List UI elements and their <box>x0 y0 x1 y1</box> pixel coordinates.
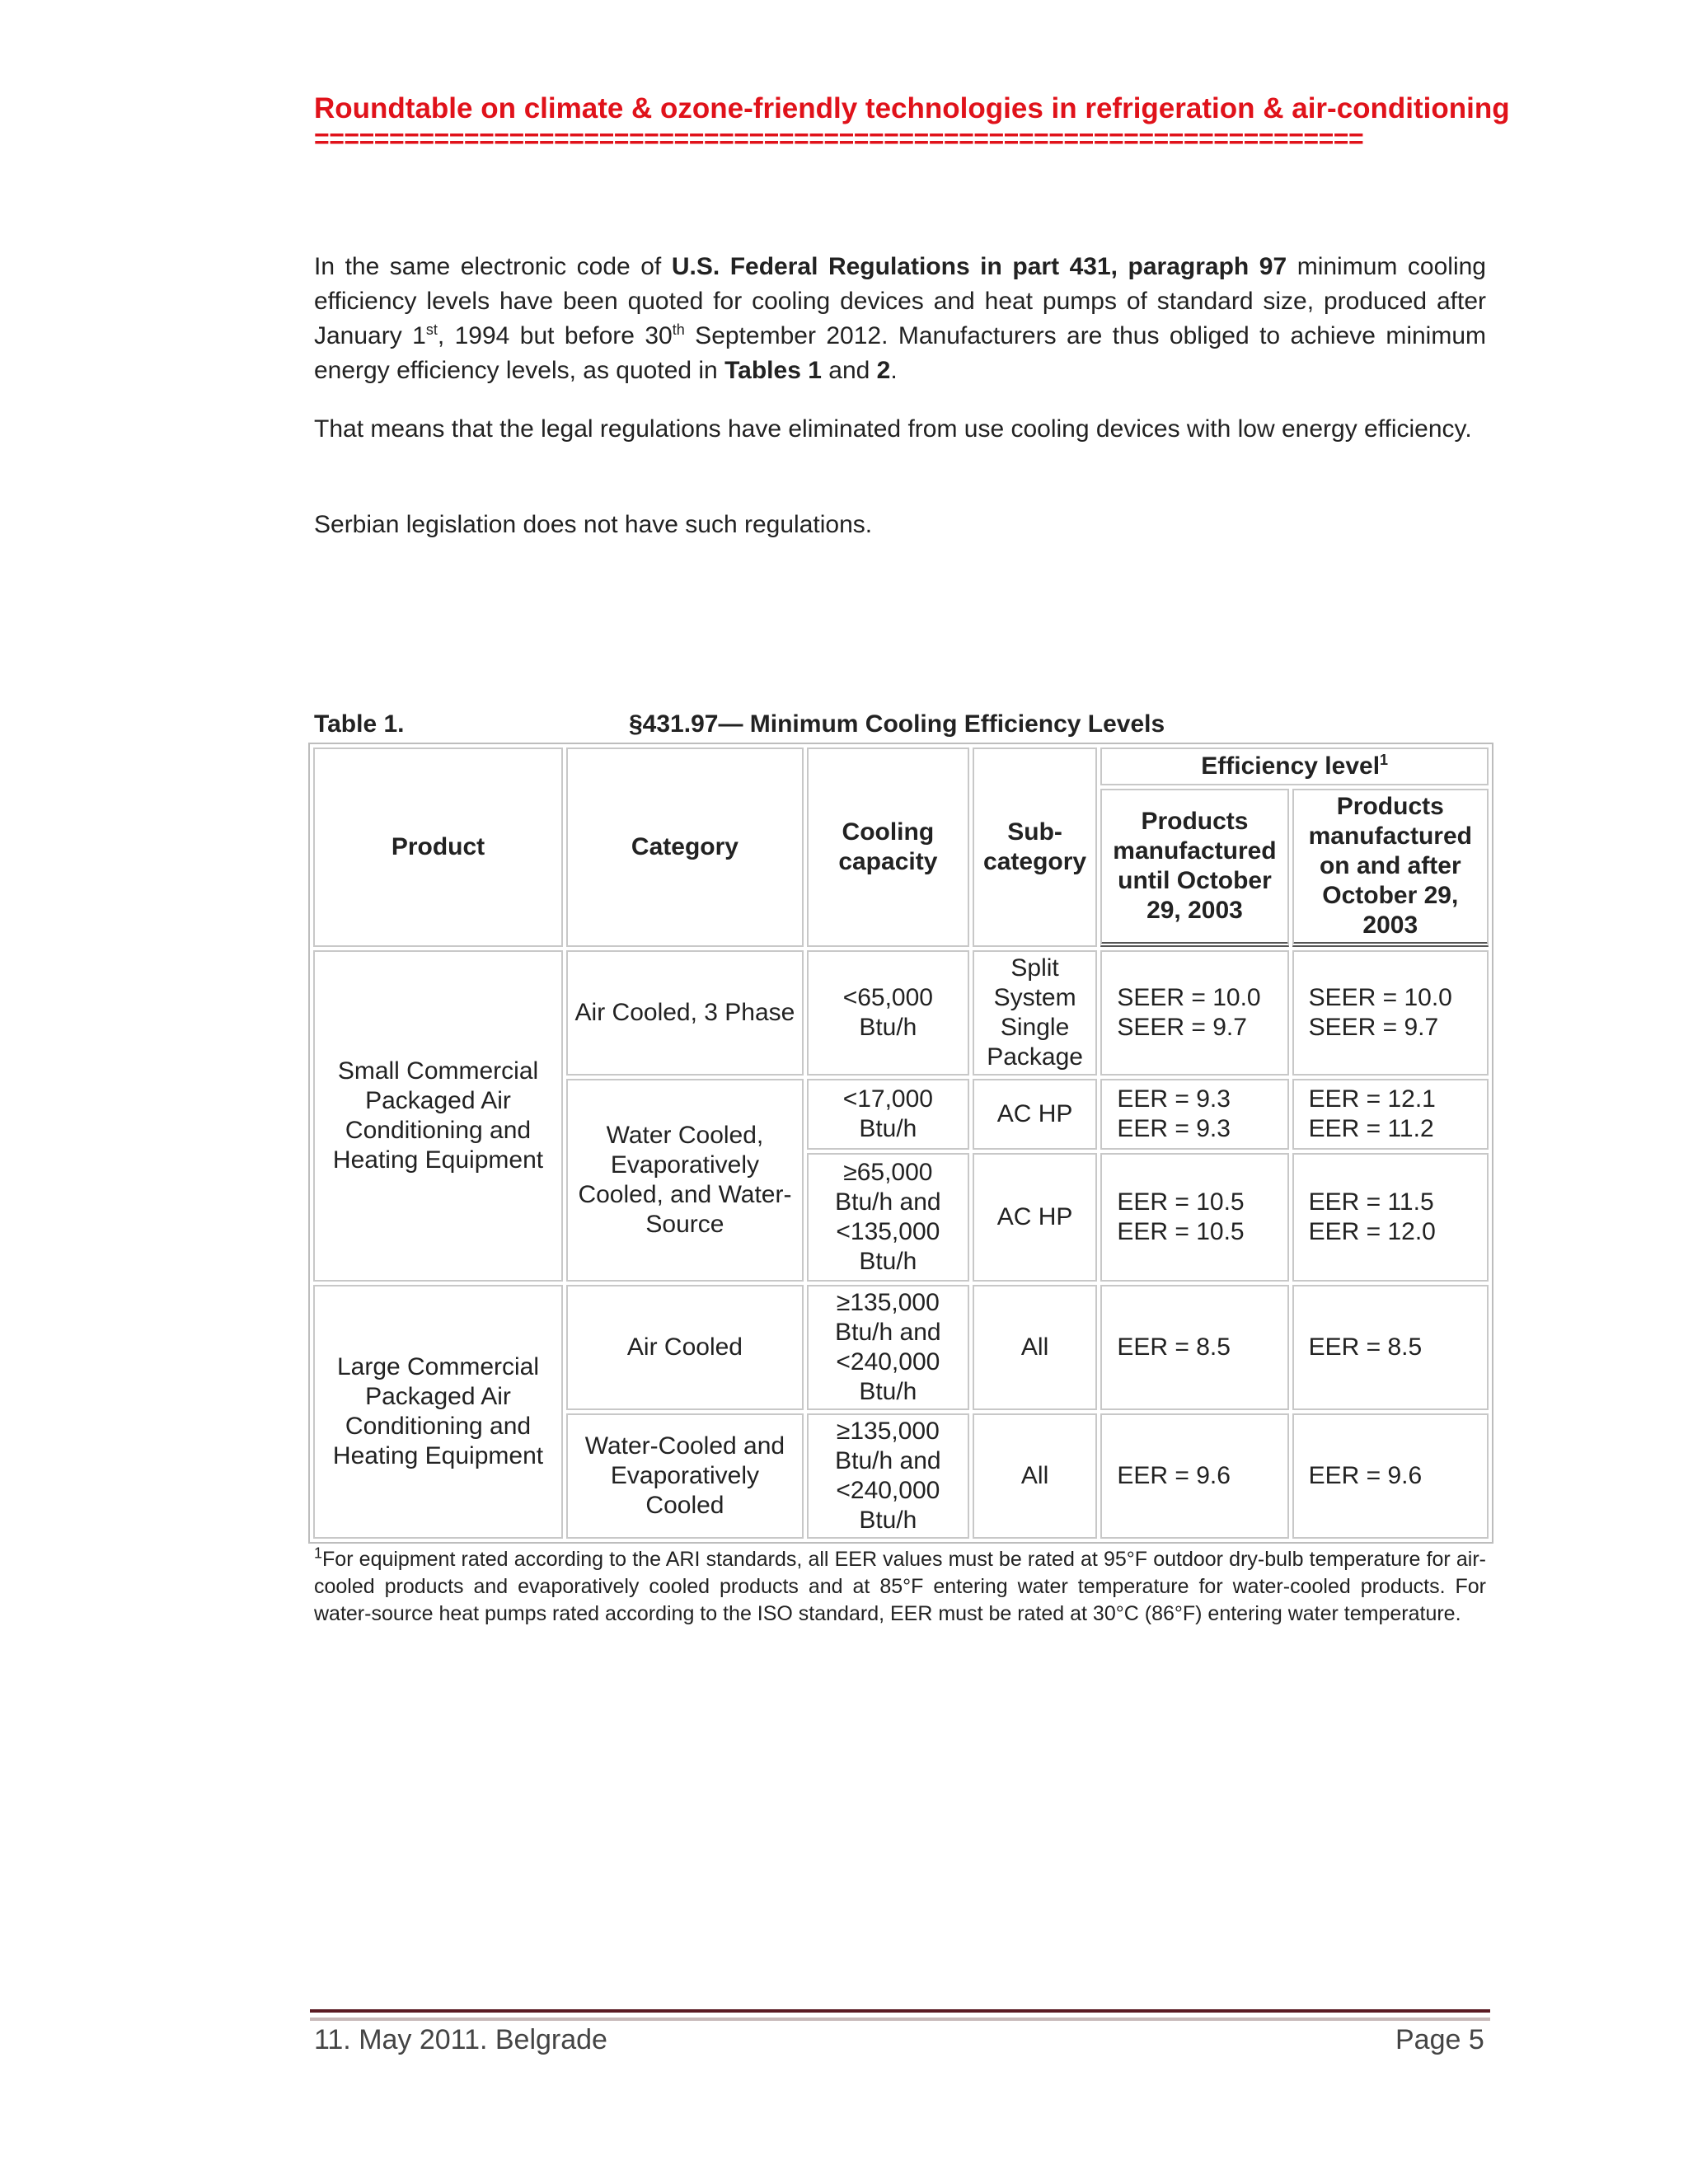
superscript: th <box>672 321 685 338</box>
paragraph-text: and <box>821 357 877 384</box>
superscript: st <box>425 321 438 338</box>
paragraph-serbian-legislation: Serbian legislation does not have such regulations. <box>314 511 873 538</box>
cell-until: EER = 8.5 <box>1100 1285 1288 1410</box>
table-row <box>313 950 1489 1076</box>
cell-capacity: ≥135,000 Btu/h and <240,000 Btu/h <box>807 1285 969 1410</box>
cell-category: Water-Cooled and Evaporatively Cooled <box>566 1413 804 1539</box>
footnote-marker: 1 <box>1380 752 1389 768</box>
paragraph-text: In the same electronic code of <box>314 253 672 280</box>
cell-capacity: ≥65,000 Btu/h and <135,000 Btu/h <box>807 1153 969 1282</box>
cell-after: EER = 12.1 EER = 11.2 <box>1292 1079 1489 1150</box>
header-after-2003: Products manufactured on and after October 29, 2003 <box>1292 789 1489 947</box>
header-divider: ====================================================================== <box>314 124 1364 153</box>
paragraph-text: . <box>890 357 898 384</box>
efficiency-table <box>308 743 1493 1544</box>
paragraph-text: , 1994 but before 30 <box>437 322 673 349</box>
footnote-marker: 1 <box>314 1544 323 1562</box>
header-efficiency-level <box>1100 748 1489 785</box>
table-reference: Tables 1 <box>724 357 822 384</box>
cell-after: EER = 11.5 EER = 12.0 <box>1292 1153 1489 1282</box>
header-efficiency-text: Efficiency level <box>1201 752 1381 780</box>
cell-category: Air Cooled, 3 Phase <box>566 950 804 1076</box>
cell-subcategory: Split System Single Package <box>973 950 1098 1076</box>
cell-capacity: <17,000 Btu/h <box>807 1079 969 1150</box>
table-caption-label: Table 1. <box>314 710 405 738</box>
table-caption <box>314 710 1493 738</box>
paragraph-regulations <box>314 250 1486 388</box>
cell-until: EER = 9.3 EER = 9.3 <box>1100 1079 1288 1150</box>
cell-subcategory: AC HP <box>973 1079 1098 1150</box>
footer-date: 11. May 2011. Belgrade <box>314 2024 607 2055</box>
cell-subcategory: All <box>973 1413 1098 1539</box>
cell-product: Large Commercial Packaged Air Conditioning and Heating Equipment <box>313 1285 563 1539</box>
page-number: Page 5 <box>1395 2024 1484 2055</box>
page-header-title: Roundtable on climate & ozone-friendly technologies in refrigeration & air-conditioning <box>314 92 1510 124</box>
cell-after: SEER = 10.0 SEER = 9.7 <box>1292 950 1489 1076</box>
header-until-2003: Products manufactured until October 29, 2003 <box>1100 789 1288 947</box>
table-row <box>313 1285 1489 1410</box>
header-category: Category <box>566 748 804 947</box>
table-reference: 2 <box>876 357 891 384</box>
cell-capacity: <65,000 Btu/h <box>807 950 969 1076</box>
cell-until: EER = 9.6 <box>1100 1413 1288 1539</box>
cell-category: Air Cooled <box>566 1285 804 1410</box>
footnote-text: For equipment rated according to the ARI standards, all EER values must be rated at 95°F outdoor dry-bulb temperature for air-cooled products and evaporatively cooled products and at 85°F entering water temperature for water-cooled products. For water-source heat pumps rated according to the ISO standard, EER must be rated at 30°C (86°F) entering water temperature. <box>314 1548 1486 1625</box>
table-caption-title: §431.97— Minimum Cooling Efficiency Levels <box>629 710 1165 738</box>
cell-until: EER = 10.5 EER = 10.5 <box>1100 1153 1288 1282</box>
cell-product: Small Commercial Packaged Air Conditioning and Heating Equipment <box>313 950 563 1282</box>
cell-after: EER = 9.6 <box>1292 1413 1489 1539</box>
header-cooling-capacity: Cooling capacity <box>807 748 969 947</box>
cell-until: SEER = 10.0 SEER = 9.7 <box>1100 950 1288 1076</box>
header-product: Product <box>313 748 563 947</box>
table-footnote <box>314 1546 1486 1628</box>
paragraph-text: minimum cooling efficiency levels have been quoted for cooling devices and heat pumps of standard size, produced after January 1 <box>314 253 1486 349</box>
paragraph-legal-effect: That means that the legal regulations have eliminated from use cooling devices with low energy efficiency. <box>314 415 1472 443</box>
cell-capacity: ≥135,000 Btu/h and <240,000 Btu/h <box>807 1413 969 1539</box>
regulation-reference: U.S. Federal Regulations in part 431, paragraph 97 <box>671 253 1287 280</box>
cell-category: Water Cooled, Evaporatively Cooled, and Water-Source <box>566 1079 804 1282</box>
cell-subcategory: All <box>973 1285 1098 1410</box>
cell-subcategory: AC HP <box>973 1153 1098 1282</box>
cell-after: EER = 8.5 <box>1292 1285 1489 1410</box>
footer-divider <box>310 2009 1490 2021</box>
paragraph-text: September 2012. Manufacturers are thus obliged to achieve minimum energy efficiency levels, as quoted in <box>314 322 1487 384</box>
header-subcategory: Sub-category <box>973 748 1098 947</box>
